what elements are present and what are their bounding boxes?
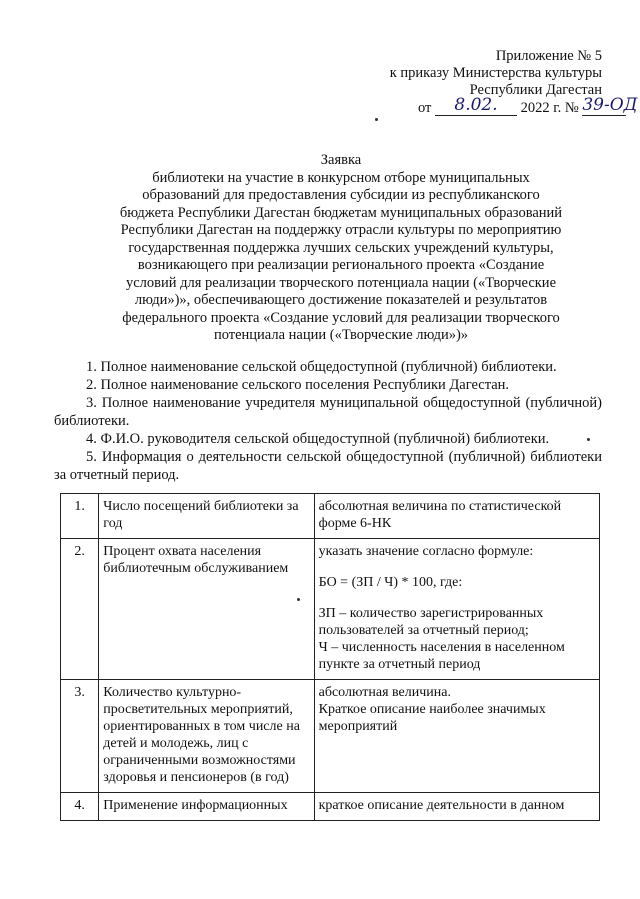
order-date-line [418,95,638,118]
list-item: 4. Ф.И.О. руководителя сельской общедоступной (публичной) библиотеки. [86,431,550,447]
list-item: 5. Информация о деятельности сельской общедоступной (публичной) библиотеки за отчетный период. [54,449,602,483]
row-number: 3. [61,680,99,793]
appendix-header [390,48,602,99]
table-row [61,539,600,680]
value-line: указать значение согласно формуле: [318,544,534,559]
title-heading: Заявка [320,152,362,168]
table-row [61,680,600,793]
title-line: библиотеки на участие в конкурсном отборе муниципальных [152,169,530,186]
application-title [96,152,586,345]
handwritten-number: 39-ОД [582,95,638,115]
numbered-list [54,358,602,484]
title-line: потенциала нации («Творческие люди»)» [213,327,469,343]
row-number: 1. [61,494,99,539]
scan-speck [375,118,378,121]
table-row [61,793,600,821]
value-cell [314,494,599,539]
title-line: федерального проекта «Создание условий для реализации творческого [122,309,560,326]
value-line: ЗП – количество зарегистрированных пользователей за отчетный период; [318,606,544,638]
handwritten-date: 8.02. [454,95,498,115]
table-row [61,494,600,539]
list-item: 1. Полное наименование сельской общедоступной (публичной) библиотеки. [86,359,557,375]
criterion-cell: Число посещений библиотеки за год [99,494,314,539]
criterion-cell: Количество культурно-просветительных мероприятий, ориентированных в том числе на детей и молодежь, лиц с ограниченными возможностями здоровья и пенсионеров (в год) [99,680,314,793]
value-line: абсолютная величина по статистической форме 6-НК [318,499,562,531]
formula-line: БО = (ЗП / Ч) * 100, где: [318,575,463,590]
ministry-region: Республики Дагестан [469,82,602,98]
criterion-cell: Процент охвата населения библиотечным обслуживанием [99,539,314,680]
criteria-table [60,493,600,821]
scan-speck [587,438,590,441]
value-cell [314,539,599,680]
row-number: 4. [61,793,99,821]
value-cell [314,793,599,821]
order-date-field [435,95,517,116]
appendix-number: Приложение № 5 [495,48,602,64]
title-line: Республики Дагестан на поддержку отрасли культуры по мероприятию [120,222,562,238]
value-line: Краткое описание наиболее значимых мероприятий [318,702,546,734]
value-line: краткое описание деятельности в данном [318,798,565,813]
scan-speck [297,598,300,601]
list-item: 3. Полное наименование учредителя муниципальной общедоступной (публичной) библиотеки. [54,395,602,429]
year-label: 2022 г. № [520,100,579,116]
title-line: возникающего при реализации регионального проекта «Создание [137,257,545,273]
value-cell [314,680,599,793]
title-line: государственная поддержка лучших сельских учреждений культуры, [128,239,554,256]
title-line: условий для реализации творческого потенциала нации («Творческие [125,274,557,291]
title-line: люди»)», обеспечивающего достижение показателей и результатов [134,292,548,308]
from-label: от [418,100,432,116]
row-number: 2. [61,539,99,680]
value-line: абсолютная величина. [318,685,451,700]
title-line: образований для предоставления субсидии из республиканского [142,187,540,203]
title-line: бюджета Республики Дагестан бюджетам муниципальных образований [119,204,563,221]
order-number-field [582,95,638,116]
criterion-cell: Применение информационных [99,793,314,821]
list-item: 2. Полное наименование сельского поселения Республики Дагестан. [86,377,510,393]
order-reference: к приказу Министерства культуры [389,65,602,81]
value-line: Ч – численность населения в населенном пункте за отчетный период [318,640,565,672]
